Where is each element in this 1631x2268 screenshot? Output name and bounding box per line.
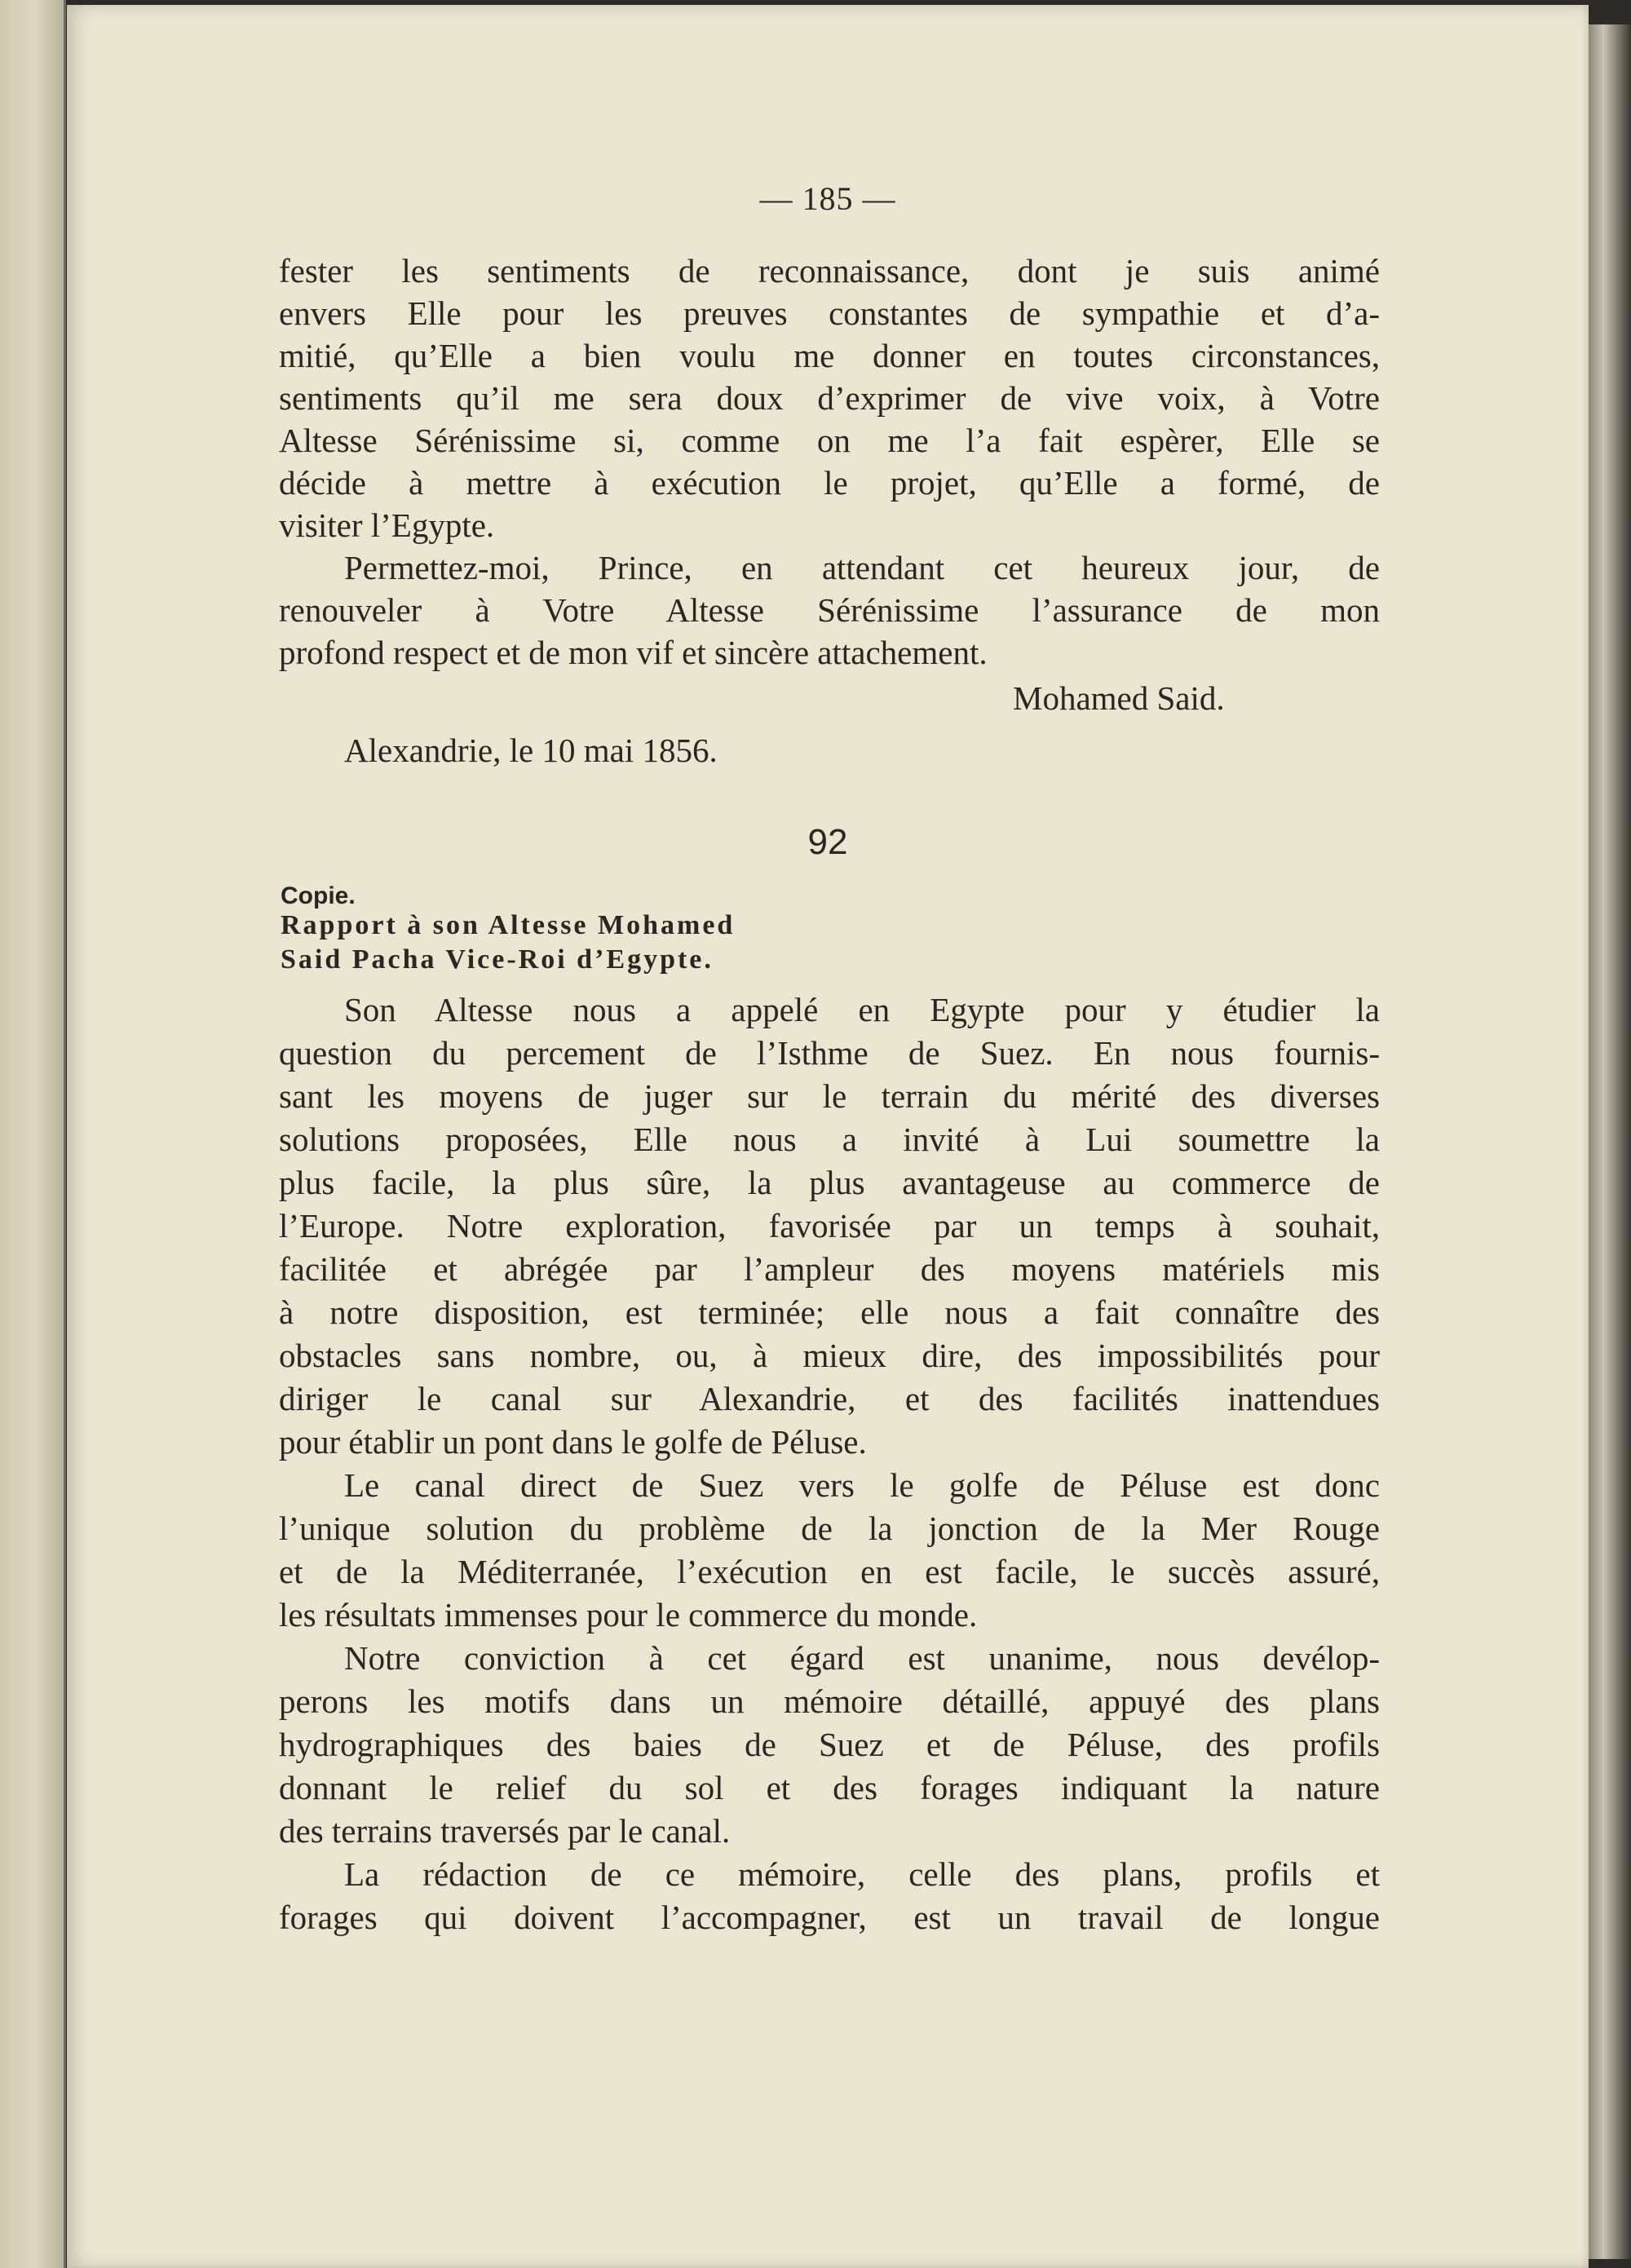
- text-line: Permettez-moi, Prince, en attendant cet heureux jour, de: [344, 549, 1380, 586]
- book-page: [67, 5, 1589, 2268]
- text-line: pour établir un pont dans le golfe de Péluse.: [279, 1423, 867, 1461]
- text-line: des terrains traversés par le canal.: [279, 1812, 731, 1850]
- text-line: facilitée et abrégée par l’ampleur des moyens matériels mis: [279, 1250, 1380, 1288]
- text-line: perons les motifs dans un mémoire détaillé, appuyé des plans: [279, 1682, 1380, 1720]
- text-line: Notre conviction à cet égard est unanime, nous devélop-: [344, 1639, 1380, 1677]
- text-line: Le canal direct de Suez vers le golfe de Péluse est donc: [344, 1466, 1380, 1504]
- text-line: profond respect et de mon vif et sincère attachement.: [279, 634, 988, 671]
- text-line: les résultats immenses pour le commerce du monde.: [279, 1596, 978, 1634]
- text-line: décide à mettre à exécution le projet, qu’Elle a formé, de: [279, 464, 1380, 502]
- text-line: renouveler à Votre Altesse Sérénissime l’assurance de mon: [279, 591, 1380, 629]
- signature: Mohamed Said.: [1013, 679, 1225, 717]
- text-line: l’unique solution du problème de la jonction de la Mer Rouge: [279, 1510, 1380, 1547]
- text-line: envers Elle pour les preuves constantes de sympathie et d’a-: [279, 294, 1380, 332]
- text-line: Son Altesse nous a appelé en Egypte pour y étudier la: [344, 991, 1380, 1028]
- text-line: solutions proposées, Elle nous a invité à Lui soumettre la: [279, 1121, 1380, 1158]
- text-line: sentiments qu’il me sera doux d’exprimer de vive voix, à Votre: [279, 379, 1380, 417]
- text-line: visiter l’Egypte.: [279, 506, 495, 544]
- text-line: à notre disposition, est terminée; elle nous a fait connaître des: [279, 1293, 1380, 1331]
- copy-label: Copie.: [281, 882, 356, 909]
- text-line: plus facile, la plus sûre, la plus avantageuse au commerce de: [279, 1164, 1380, 1201]
- text-line: La rédaction de ce mémoire, celle des plans, profils et: [344, 1855, 1380, 1893]
- text-line: fester les sentiments de reconnaissance, dont je suis animé: [279, 252, 1380, 290]
- text-line: donnant le relief du sol et des forages indiquant la nature: [279, 1769, 1380, 1806]
- text-line: Altesse Sérénissime si, comme on me l’a fait espèrer, Elle se: [279, 422, 1380, 459]
- text-line: l’Europe. Notre exploration, favorisée par un temps à souhait,: [279, 1207, 1380, 1245]
- document-heading-line: Said Pacha Vice-Roi d’Egypte.: [281, 944, 714, 975]
- text-line: sant les moyens de juger sur le terrain du mérité des diverses: [279, 1077, 1380, 1115]
- text-line: question du percement de l’Isthme de Suez. En nous fournis-: [279, 1034, 1380, 1072]
- left-page-edge: [0, 0, 66, 2268]
- document-number: 92: [807, 822, 848, 862]
- text-line: et de la Méditerranée, l’exécution en est facile, le succès assuré,: [279, 1553, 1380, 1590]
- text-line: obstacles sans nombre, ou, à mieux dire, des impossibilités pour: [279, 1337, 1380, 1374]
- page-number: — 185 —: [759, 180, 896, 217]
- page-stack-edge: [1589, 24, 1631, 2259]
- text-line: diriger le canal sur Alexandrie, et des facilités inattendues: [279, 1380, 1380, 1417]
- place-date: Alexandrie, le 10 mai 1856.: [344, 732, 718, 769]
- text-line: forages qui doivent l’accompagner, est un travail de longue: [279, 1899, 1380, 1936]
- document-heading-line: Rapport à son Altesse Mohamed: [281, 910, 736, 940]
- text-line: mitié, qu’Elle a bien voulu me donner en toutes circonstances,: [279, 337, 1380, 374]
- text-line: hydrographiques des baies de Suez et de Péluse, des profils: [279, 1726, 1380, 1763]
